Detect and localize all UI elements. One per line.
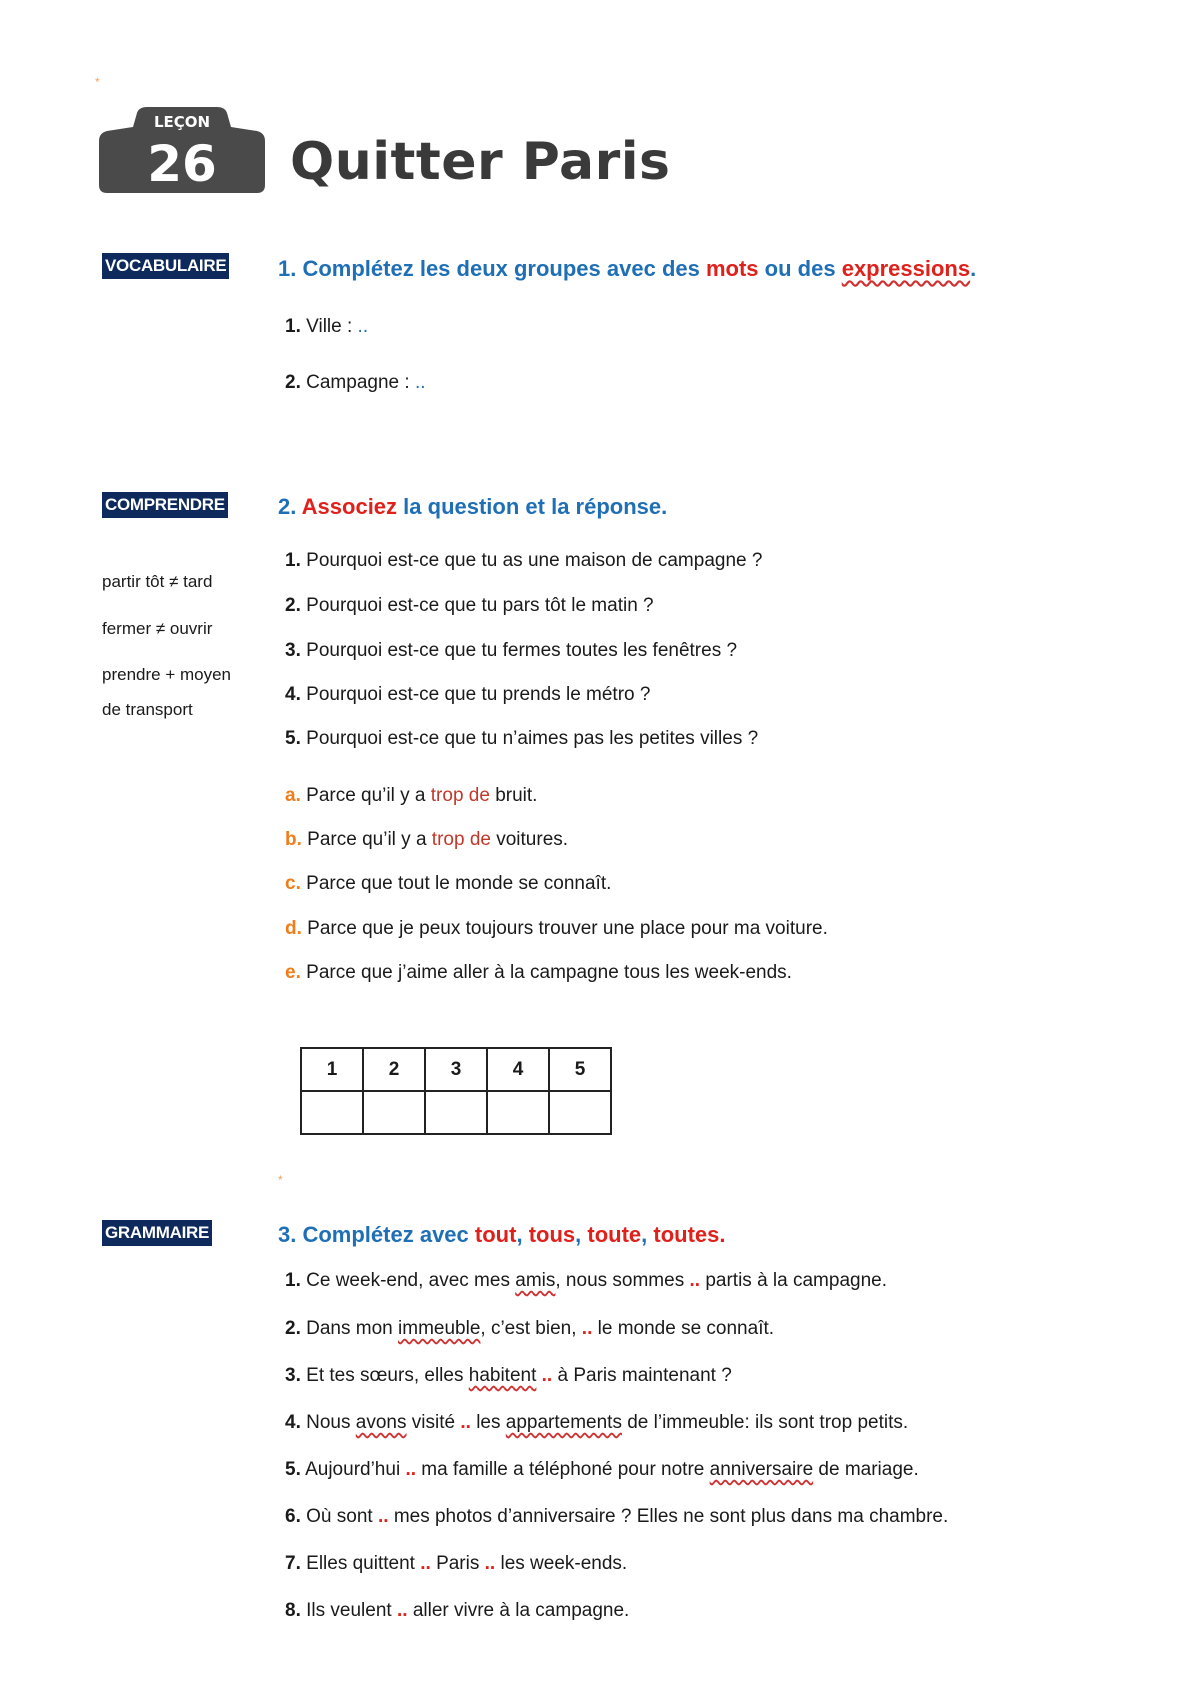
section-tag-comprendre: COMPRENDRE — [102, 492, 228, 518]
side-note: fermer ≠ ouvrir — [102, 619, 213, 638]
grid-header: 4 — [487, 1048, 549, 1091]
grid-answer-cell[interactable] — [487, 1091, 549, 1134]
list-item: 1. Ville : .. — [285, 316, 369, 337]
sentence-item: 2. Dans mon immeuble, c’est bien, .. le monde se connaît. — [285, 1318, 775, 1339]
sentence-item: 7. Elles quittent .. Paris .. les week-ends. — [285, 1553, 628, 1574]
grid-header: 2 — [363, 1048, 425, 1091]
question-item: 2. Pourquoi est-ce que tu pars tôt le matin ? — [285, 595, 654, 616]
badge-label: LEÇON — [153, 113, 211, 131]
section-tag-grammaire: GRAMMAIRE — [102, 1220, 212, 1246]
sentence-item: 6. Où sont .. mes photos d’anniversaire ? Elles ne sont plus dans ma chambre. — [285, 1506, 949, 1527]
grid-answer-cell[interactable] — [301, 1091, 363, 1134]
sentence-item: 3. Et tes sœurs, elles habitent .. à Paris maintenant ? — [285, 1365, 732, 1386]
sentence-item: 1. Ce week-end, avec mes amis, nous sommes .. partis à la campagne. — [285, 1270, 887, 1291]
sentence-item: 8. Ils veulent .. aller vivre à la campagne. — [285, 1600, 630, 1621]
side-note: prendre + moyen — [102, 665, 231, 684]
exercise-heading-1: 1. Complétez les deux groupes avec des mots ou des expressions. — [278, 256, 977, 281]
answer-grid — [300, 1047, 612, 1135]
sentence-item: 5. Aujourd’hui .. ma famille a téléphoné pour notre anniversaire de mariage. — [285, 1459, 919, 1480]
answer-item: e. Parce que j’aime aller à la campagne tous les week-ends. — [285, 962, 792, 983]
grid-answer-cell[interactable] — [425, 1091, 487, 1134]
section-tag-vocabulaire: VOCABULAIRE — [102, 253, 229, 279]
grid-header: 1 — [301, 1048, 363, 1091]
grid-header: 3 — [425, 1048, 487, 1091]
grid-header: 5 — [549, 1048, 611, 1091]
decorative-mark: * — [278, 1173, 283, 1187]
grid-answer-cell[interactable] — [549, 1091, 611, 1134]
question-item: 5. Pourquoi est-ce que tu n’aimes pas les petites villes ? — [285, 728, 759, 749]
lesson-badge — [97, 105, 267, 195]
sentence-item: 4. Nous avons visité .. les appartements de l’immeuble: ils sont trop petits. — [285, 1412, 909, 1433]
answer-item: d. Parce que je peux toujours trouver une place pour ma voiture. — [285, 918, 828, 939]
page-title: Quitter Paris — [290, 132, 671, 192]
answer-item: a. Parce qu’il y a trop de bruit. — [285, 785, 538, 806]
question-item: 3. Pourquoi est-ce que tu fermes toutes les fenêtres ? — [285, 640, 738, 661]
grid-answer-cell[interactable] — [363, 1091, 425, 1134]
exercise-heading-2: 2. Associez la question et la réponse. — [278, 494, 668, 519]
badge-number: 26 — [147, 135, 217, 193]
side-note: de transport — [102, 700, 193, 719]
question-item: 4. Pourquoi est-ce que tu prends le métro ? — [285, 684, 651, 705]
answer-item: c. Parce que tout le monde se connaît. — [285, 873, 612, 894]
decorative-mark: * — [95, 75, 100, 89]
list-item: 2. Campagne : .. — [285, 372, 426, 393]
exercise-heading-3: 3. Complétez avec tout, tous, toute, toutes. — [278, 1222, 726, 1247]
side-note: partir tôt ≠ tard — [102, 572, 213, 591]
question-item: 1. Pourquoi est-ce que tu as une maison de campagne ? — [285, 550, 763, 571]
answer-item: b. Parce qu’il y a trop de voitures. — [285, 829, 569, 850]
